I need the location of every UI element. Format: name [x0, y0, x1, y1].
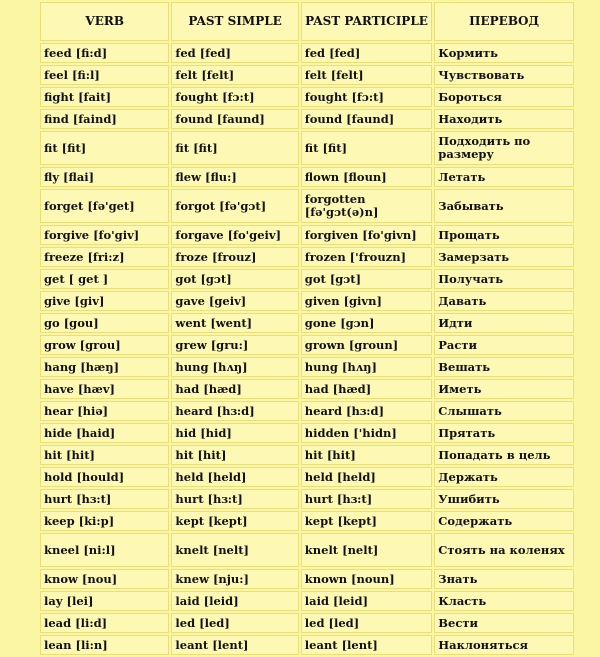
verb-cell: feed [fi:d]	[40, 43, 169, 63]
translation-cell: Летать	[434, 167, 574, 187]
translation-cell: Содержать	[434, 511, 574, 531]
verb-cell: give [giv]	[40, 291, 169, 311]
verb-cell: fly [flai]	[40, 167, 169, 187]
past-participle-cell: forgiven [fo'givn]	[301, 225, 432, 245]
translation-cell: Подходить по размеру	[434, 131, 574, 165]
translation-cell: Ушибить	[434, 489, 574, 509]
past-participle-cell: hurt [hɜ:t]	[301, 489, 432, 509]
table-row	[40, 591, 574, 611]
verb-cell: find [faind]	[40, 109, 169, 129]
past-participle-cell: kept [kept]	[301, 511, 432, 531]
table-row	[40, 247, 574, 267]
translation-cell: Забывать	[434, 189, 574, 223]
past-simple-cell: hurt [hɜ:t]	[171, 489, 298, 509]
past-simple-cell: found [faund]	[171, 109, 298, 129]
past-participle-cell: knelt [nelt]	[301, 533, 432, 567]
past-participle-cell: frozen ['frouzn]	[301, 247, 432, 267]
verb-cell: kneel [ni:l]	[40, 533, 169, 567]
translation-cell: Давать	[434, 291, 574, 311]
verb-cell: lead [li:d]	[40, 613, 169, 633]
past-simple-cell: hung [hʌŋ]	[171, 357, 298, 377]
past-participle-cell: given [givn]	[301, 291, 432, 311]
table-row	[40, 189, 574, 223]
translation-cell: Попадать в цель	[434, 445, 574, 465]
verb-cell: hit [hit]	[40, 445, 169, 465]
past-simple-cell: got [gɔt]	[171, 269, 298, 289]
table-row	[40, 635, 574, 655]
table-row	[40, 269, 574, 289]
translation-cell: Получать	[434, 269, 574, 289]
translation-cell: Вести	[434, 613, 574, 633]
table-row	[40, 467, 574, 487]
verb-cell: hang [hæŋ]	[40, 357, 169, 377]
table-row	[40, 313, 574, 333]
verb-cell: forgive [fo'giv]	[40, 225, 169, 245]
header-past-simple: PAST SIMPLE	[171, 2, 298, 41]
translation-cell: Бороться	[434, 87, 574, 107]
verb-cell: know [nou]	[40, 569, 169, 589]
past-simple-cell: gave [geiv]	[171, 291, 298, 311]
verb-cell: fight [fait]	[40, 87, 169, 107]
translation-cell: Наклоняться	[434, 635, 574, 655]
past-simple-cell: felt [felt]	[171, 65, 298, 85]
past-simple-cell: flew [flu:]	[171, 167, 298, 187]
irregular-verbs-table	[38, 0, 576, 657]
translation-cell: Прощать	[434, 225, 574, 245]
verb-cell: hold [hould]	[40, 467, 169, 487]
translation-cell: Замерзать	[434, 247, 574, 267]
past-participle-cell: held [held]	[301, 467, 432, 487]
table-row	[40, 43, 574, 63]
table-row	[40, 423, 574, 443]
past-participle-cell: found [faund]	[301, 109, 432, 129]
past-simple-cell: held [held]	[171, 467, 298, 487]
verb-cell: grow [grou]	[40, 335, 169, 355]
verb-cell: forget [fə'get]	[40, 189, 169, 223]
header-translation: ПЕРЕВОД	[434, 2, 574, 41]
table-row	[40, 87, 574, 107]
verbs-table-container	[38, 0, 576, 652]
past-participle-cell: got [gɔt]	[301, 269, 432, 289]
table-row	[40, 335, 574, 355]
table-row	[40, 109, 574, 129]
translation-cell: Находить	[434, 109, 574, 129]
verb-cell: lay [lei]	[40, 591, 169, 611]
past-simple-cell: hid [hid]	[171, 423, 298, 443]
verb-cell: lean [li:n]	[40, 635, 169, 655]
translation-cell: Знать	[434, 569, 574, 589]
verb-cell: get [ get ]	[40, 269, 169, 289]
past-participle-cell: laid [leid]	[301, 591, 432, 611]
past-simple-cell: forgave [fo'geiv]	[171, 225, 298, 245]
translation-cell: Прятать	[434, 423, 574, 443]
verb-cell: hear [hiə]	[40, 401, 169, 421]
table-row	[40, 225, 574, 245]
past-simple-cell: grew [gru:]	[171, 335, 298, 355]
table-row	[40, 379, 574, 399]
past-simple-cell: went [went]	[171, 313, 298, 333]
past-participle-cell: hit [hit]	[301, 445, 432, 465]
past-participle-cell: leant [lent]	[301, 635, 432, 655]
past-participle-cell: felt [felt]	[301, 65, 432, 85]
past-participle-cell: flown [floun]	[301, 167, 432, 187]
table-row	[40, 131, 574, 165]
table-row	[40, 613, 574, 633]
past-simple-cell: knelt [nelt]	[171, 533, 298, 567]
table-row	[40, 401, 574, 421]
past-participle-cell: fed [fed]	[301, 43, 432, 63]
translation-cell: Идти	[434, 313, 574, 333]
translation-cell: Чувствовать	[434, 65, 574, 85]
past-participle-cell: fit [fit]	[301, 131, 432, 165]
header-row	[40, 2, 574, 41]
header-past-participle: PAST PARTICIPLE	[301, 2, 432, 41]
verb-cell: fit [fit]	[40, 131, 169, 165]
past-participle-cell: forgotten [fə'gɔt(ə)n]	[301, 189, 432, 223]
past-simple-cell: fit [fit]	[171, 131, 298, 165]
past-simple-cell: fed [fed]	[171, 43, 298, 63]
verb-cell: freeze [fri:z]	[40, 247, 169, 267]
past-simple-cell: led [led]	[171, 613, 298, 633]
header-verb: VERB	[40, 2, 169, 41]
table-row	[40, 357, 574, 377]
past-simple-cell: fought [fɔ:t]	[171, 87, 298, 107]
table-row	[40, 291, 574, 311]
past-participle-cell: had [hæd]	[301, 379, 432, 399]
verb-cell: hide [haid]	[40, 423, 169, 443]
past-simple-cell: heard [hɜ:d]	[171, 401, 298, 421]
table-row	[40, 533, 574, 567]
past-participle-cell: gone [gɔn]	[301, 313, 432, 333]
past-participle-cell: hidden ['hidn]	[301, 423, 432, 443]
table-row	[40, 569, 574, 589]
table-body	[40, 43, 574, 655]
past-simple-cell: laid [leid]	[171, 591, 298, 611]
verb-cell: feel [fi:l]	[40, 65, 169, 85]
translation-cell: Кормить	[434, 43, 574, 63]
past-participle-cell: known [noun]	[301, 569, 432, 589]
verb-cell: go [gou]	[40, 313, 169, 333]
past-simple-cell: had [hæd]	[171, 379, 298, 399]
translation-cell: Иметь	[434, 379, 574, 399]
table-row	[40, 65, 574, 85]
translation-cell: Стоять на коленях	[434, 533, 574, 567]
past-simple-cell: hit [hit]	[171, 445, 298, 465]
translation-cell: Вешать	[434, 357, 574, 377]
verb-cell: keep [ki:p]	[40, 511, 169, 531]
past-simple-cell: knew [nju:]	[171, 569, 298, 589]
past-participle-cell: led [led]	[301, 613, 432, 633]
table-row	[40, 489, 574, 509]
past-participle-cell: heard [hɜ:d]	[301, 401, 432, 421]
past-participle-cell: hung [hʌŋ]	[301, 357, 432, 377]
verb-cell: have [hæv]	[40, 379, 169, 399]
verb-cell: hurt [hɜ:t]	[40, 489, 169, 509]
table-row	[40, 445, 574, 465]
past-simple-cell: forgot [fə'gɔt]	[171, 189, 298, 223]
past-simple-cell: froze [frouz]	[171, 247, 298, 267]
translation-cell: Держать	[434, 467, 574, 487]
past-participle-cell: fought [fɔ:t]	[301, 87, 432, 107]
translation-cell: Слышать	[434, 401, 574, 421]
translation-cell: Расти	[434, 335, 574, 355]
translation-cell: Класть	[434, 591, 574, 611]
table-row	[40, 167, 574, 187]
past-simple-cell: leant [lent]	[171, 635, 298, 655]
past-simple-cell: kept [kept]	[171, 511, 298, 531]
past-participle-cell: grown [groun]	[301, 335, 432, 355]
table-row	[40, 511, 574, 531]
